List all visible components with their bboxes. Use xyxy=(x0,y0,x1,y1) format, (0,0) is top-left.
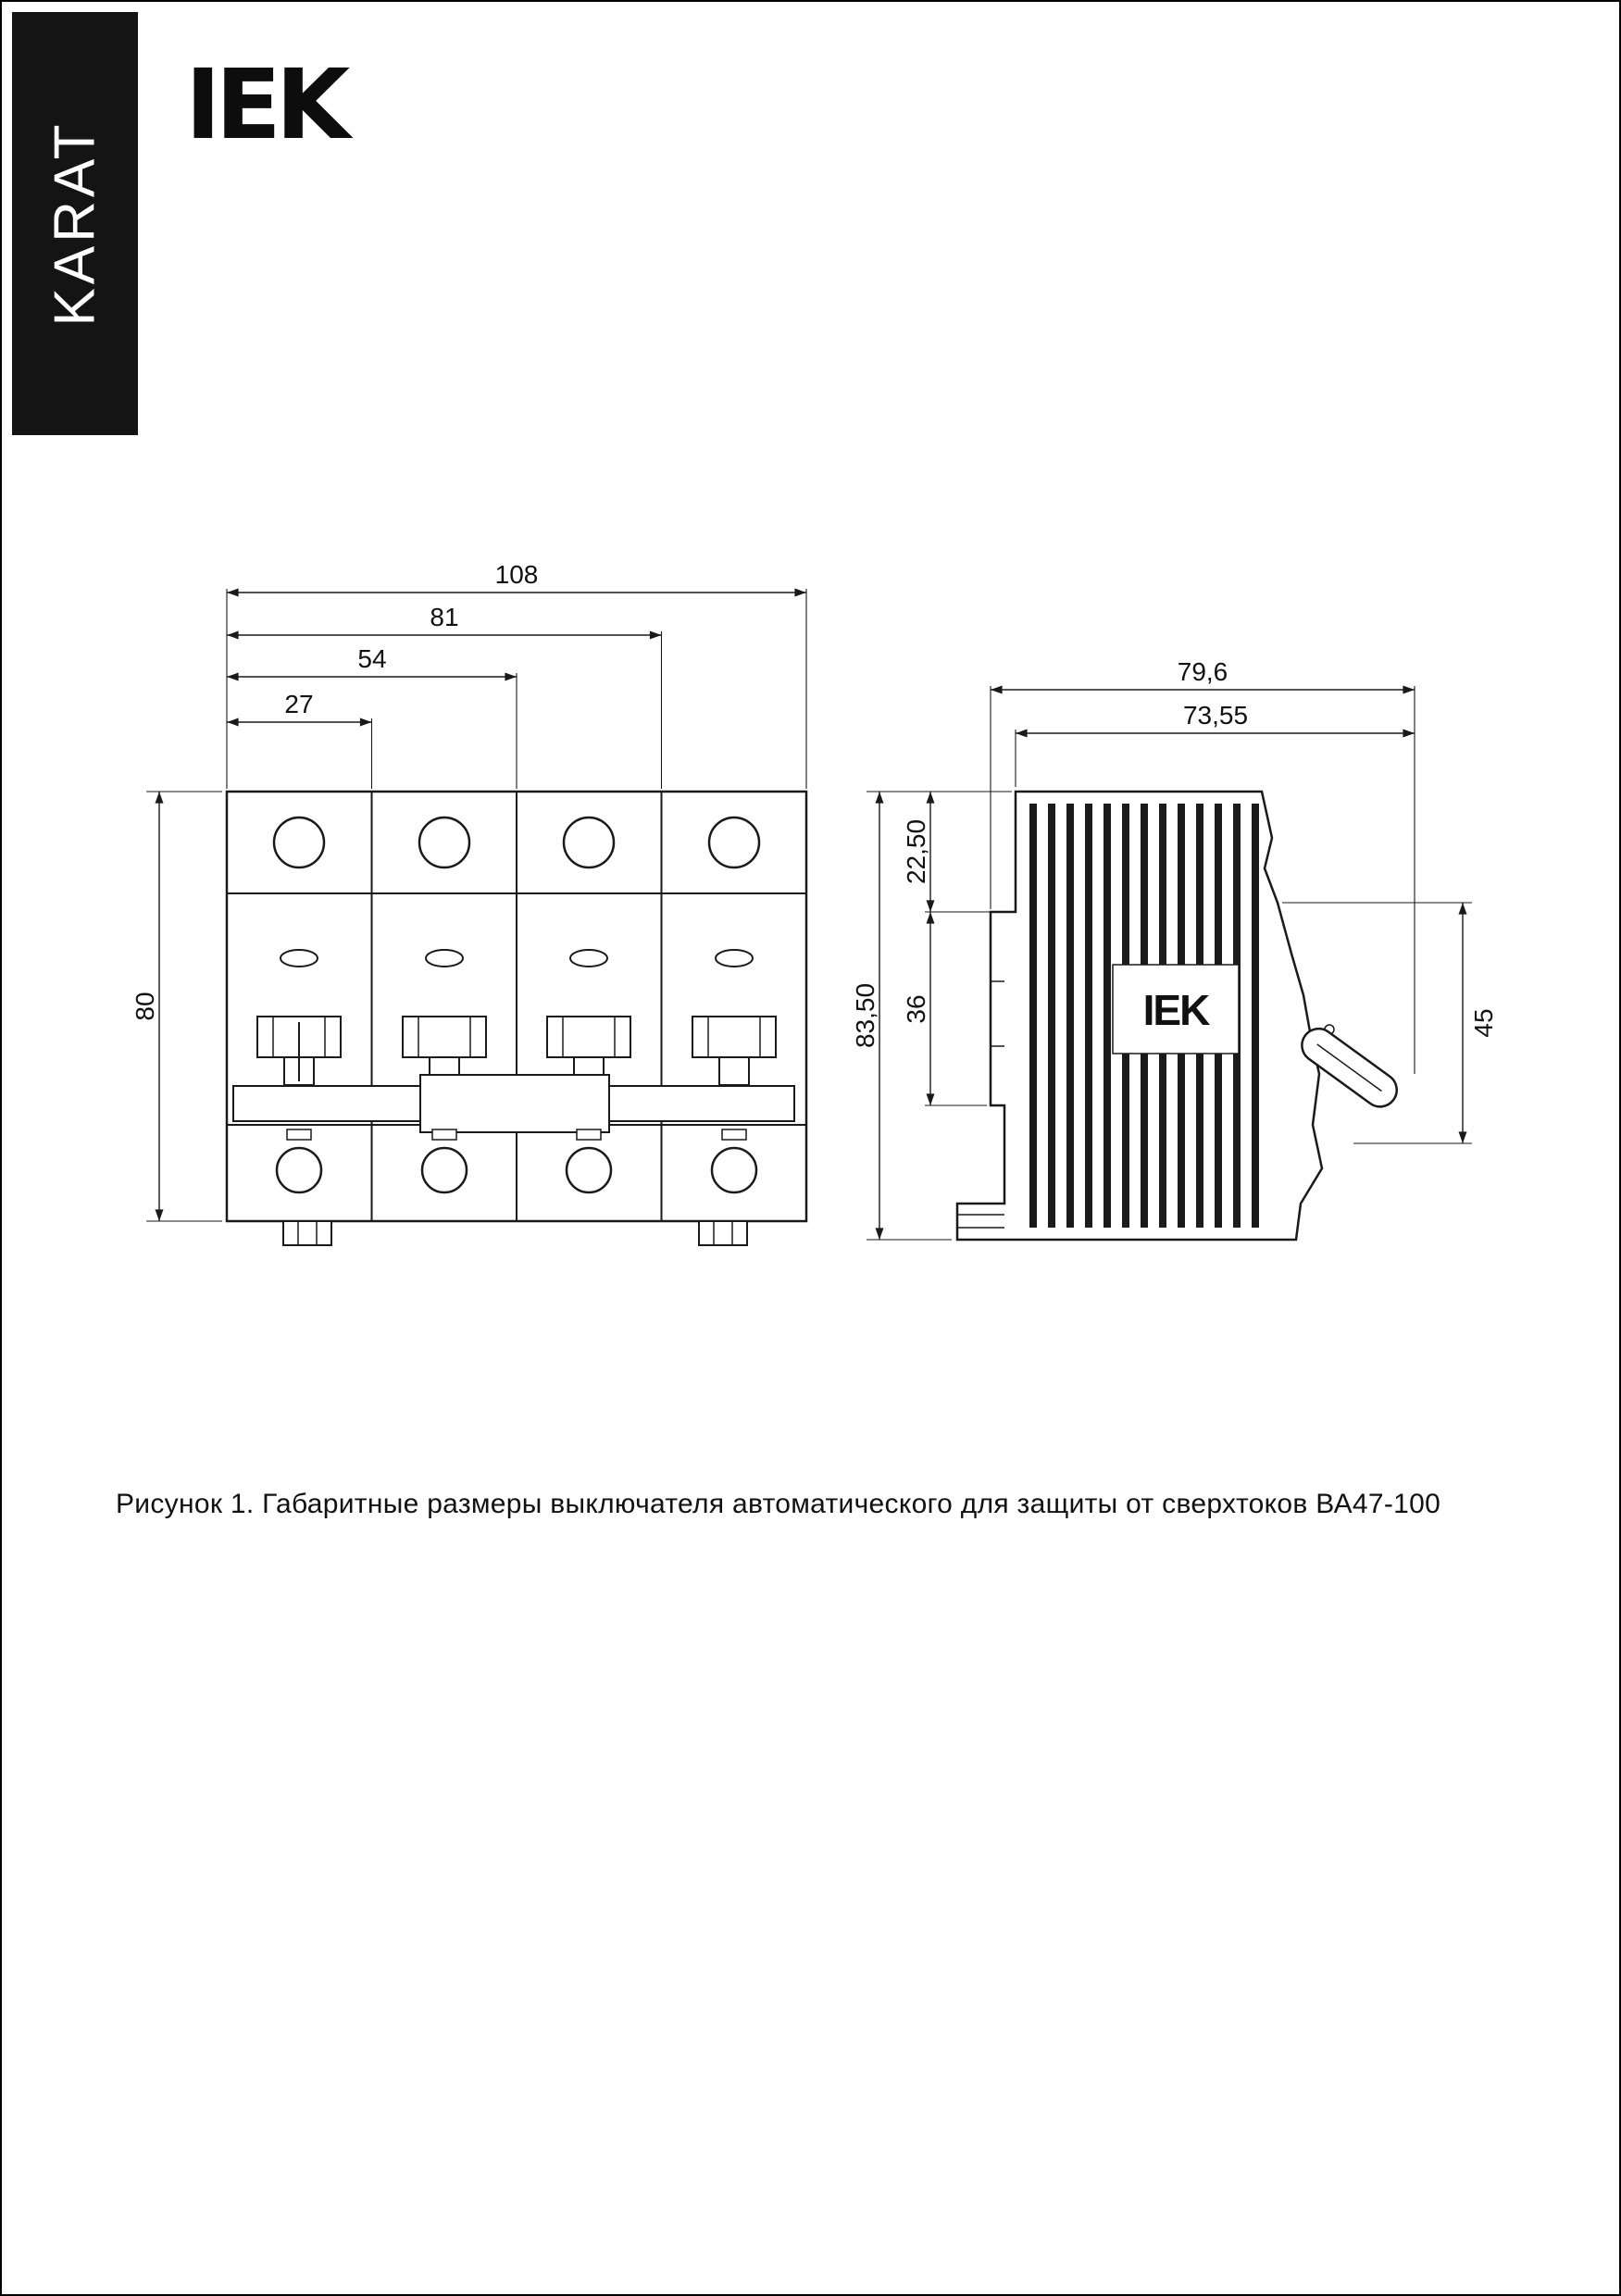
din-clip-left xyxy=(283,1221,331,1245)
bottom-terminal-screw xyxy=(567,1148,611,1192)
side-dim-73-55: 73,55 xyxy=(1182,701,1249,730)
front-dim-108: 108 xyxy=(494,560,539,589)
side-view xyxy=(957,792,1403,1240)
side-dim-79-6: 79,6 xyxy=(1177,657,1228,686)
din-clip-right xyxy=(699,1221,747,1245)
front-dim-54: 54 xyxy=(357,644,387,673)
side-dim-45: 45 xyxy=(1469,1008,1498,1038)
top-terminal-screw xyxy=(709,817,759,867)
bottom-terminal-screw xyxy=(277,1148,321,1192)
figure-caption: Рисунок 1. Габаритные размеры выключателя автоматического для защиты от сверхтоков ВА47-100 xyxy=(116,1489,1441,1519)
top-terminal-screw xyxy=(564,817,614,867)
side-dim-36: 36 xyxy=(902,994,930,1024)
bottom-terminal-screw xyxy=(422,1148,467,1192)
screw-slot xyxy=(287,1129,311,1140)
front-view xyxy=(227,792,806,1245)
indicator-window xyxy=(716,950,753,967)
bottom-terminal-screw xyxy=(712,1148,756,1192)
top-terminal-screw xyxy=(274,817,324,867)
screw-slot xyxy=(432,1129,456,1140)
side-dim-83-50: 83,50 xyxy=(851,982,879,1049)
screw-slot xyxy=(722,1129,746,1140)
indicator-window xyxy=(426,950,463,967)
top-terminal-screw xyxy=(419,817,469,867)
iek-logo: IEK xyxy=(185,48,345,161)
karat-vertical-label: KARAT xyxy=(43,120,107,327)
front-dim-80: 80 xyxy=(131,992,159,1021)
side-dim-22-50: 22,50 xyxy=(902,818,930,885)
front-dim-27: 27 xyxy=(284,690,314,718)
screw-slot xyxy=(577,1129,601,1140)
indicator-window xyxy=(281,950,318,967)
indicator-window xyxy=(570,950,607,967)
side-iek-logo: IEK xyxy=(1142,986,1209,1034)
front-dim-81: 81 xyxy=(430,603,459,631)
tie-bar-center-plate xyxy=(420,1075,609,1132)
